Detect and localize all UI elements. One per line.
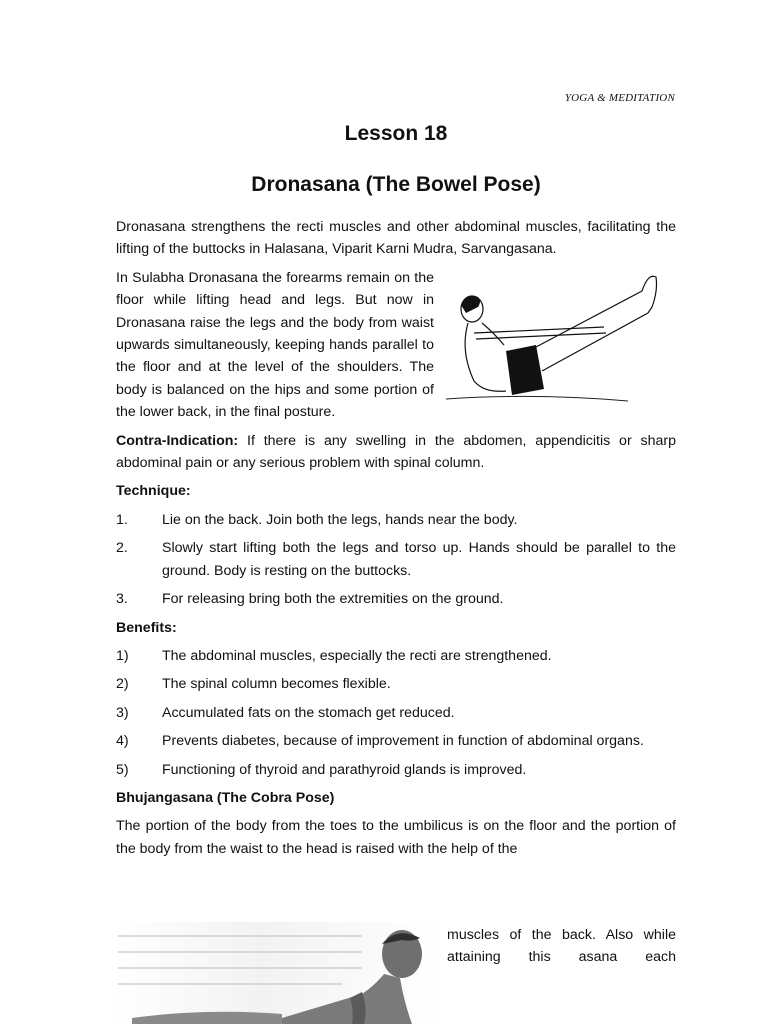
technique-item-text: Slowly start lifting both the legs and torso up. Hands should be parallel to the ground. Body is resting on the buttocks. bbox=[162, 540, 676, 579]
contra-indication-label: Contra-Indication: bbox=[116, 432, 239, 449]
bhujangasana-photo bbox=[112, 922, 442, 1024]
running-header: YOGA & MEDITATION bbox=[564, 92, 675, 104]
benefit-item bbox=[116, 730, 676, 752]
benefit-item-text: Prevents diabetes, because of improvement in function of abdominal organs. bbox=[162, 733, 644, 750]
benefit-item-number: 4) bbox=[116, 733, 129, 750]
benefit-item bbox=[116, 673, 676, 695]
technique-item-number: 1. bbox=[116, 511, 128, 528]
description-paragraph bbox=[116, 267, 676, 424]
description-text: In Sulabha Dronasana the forearms remain on the floor while lifting head and legs. But now in Dronasana raise the legs and the body from waist upwards simultaneously, keeping hands parallel to the floor and at the level of the shoulders. The body is balanced on the hips and some portion of the lower back, in the final posture. bbox=[116, 269, 434, 421]
cobra-continuation: muscles of the back. Also while attaining this asana each bbox=[447, 927, 676, 966]
intro-paragraph: Dronasana strengthens the recti muscles and other abdominal muscles, facilitating the lifting of the buttocks in Halasana, Viparit Karni Mudra, Sarvangasana. bbox=[116, 219, 676, 258]
technique-item-text: Lie on the back. Join both the legs, hands near the body. bbox=[162, 511, 518, 528]
benefit-item-text: Accumulated fats on the stomach get reduced. bbox=[162, 704, 455, 721]
benefit-item-number: 2) bbox=[116, 676, 129, 693]
benefit-item-number: 1) bbox=[116, 647, 129, 664]
page-title: Dronasana (The Bowel Pose) bbox=[251, 173, 541, 196]
cobra-heading: Bhujangasana (The Cobra Pose) bbox=[116, 789, 335, 806]
lesson-number: Lesson 18 bbox=[344, 122, 448, 145]
benefit-item-text: Functioning of thyroid and parathyroid glands is improved. bbox=[162, 761, 527, 778]
contra-indication bbox=[116, 430, 676, 475]
technique-item bbox=[116, 537, 676, 582]
cobra-paragraph: The portion of the body from the toes to the umbilicus is on the floor and the portion of the body from the waist to the head is raised with the help of the bbox=[116, 818, 676, 857]
dronasana-illustration bbox=[444, 271, 676, 411]
technique-item-number: 2. bbox=[116, 540, 128, 557]
document-body bbox=[116, 216, 676, 866]
benefits-heading: Benefits: bbox=[116, 619, 177, 636]
technique-item-number: 3. bbox=[116, 591, 128, 608]
benefit-item bbox=[116, 759, 676, 781]
technique-item bbox=[116, 509, 676, 531]
benefit-item bbox=[116, 702, 676, 724]
benefit-item-text: The spinal column becomes flexible. bbox=[162, 676, 391, 693]
technique-item bbox=[116, 588, 676, 610]
benefit-item bbox=[116, 645, 676, 667]
benefit-item-number: 5) bbox=[116, 761, 129, 778]
technique-item-text: For releasing bring both the extremities on the ground. bbox=[162, 591, 504, 608]
technique-heading: Technique: bbox=[116, 483, 191, 500]
benefit-item-text: The abdominal muscles, especially the recti are strengthened. bbox=[162, 647, 552, 664]
contra-indication-text: If there is any swelling in the abdomen, appendicitis or sharp abdominal pain or any serious problem with spinal column. bbox=[116, 432, 676, 472]
benefit-item-number: 3) bbox=[116, 704, 129, 721]
